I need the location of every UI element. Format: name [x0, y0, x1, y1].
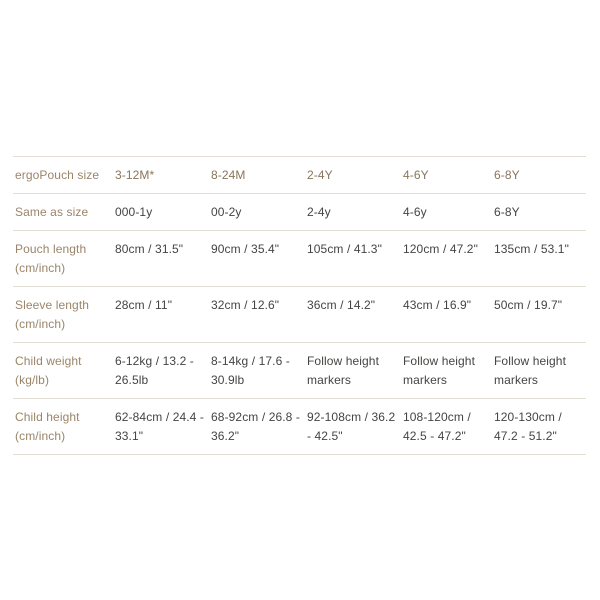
table-cell: Follow height markers — [307, 354, 380, 387]
table-cell: 6-12kg / 13.2 - 26.5lb — [115, 354, 194, 387]
row-label: Pouch length (cm/inch) — [15, 242, 87, 275]
table-cell: 80cm / 31.5" — [115, 242, 184, 256]
row-label: Same as size — [15, 205, 89, 219]
table-row-ergopouch-size — [13, 157, 586, 194]
table-cell: 6-8Y — [494, 168, 520, 182]
table-cell: 00-2y — [211, 205, 242, 219]
table-cell: 108-120cm / 42.5 - 47.2" — [403, 410, 471, 443]
table-cell: 000-1y — [115, 205, 153, 219]
table-cell: 6-8Y — [494, 205, 520, 219]
table-cell: 36cm / 14.2" — [307, 298, 376, 312]
row-label: ergoPouch size — [15, 168, 100, 182]
table-cell: 4-6Y — [403, 168, 429, 182]
table-cell: 135cm / 53.1" — [494, 242, 569, 256]
table-cell: 68-92cm / 26.8 - 36.2" — [211, 410, 300, 443]
row-label: Child height (cm/inch) — [15, 410, 80, 443]
table-cell: 4-6y — [403, 205, 427, 219]
table-cell: 8-14kg / 17.6 - 30.9lb — [211, 354, 290, 387]
table-cell: 2-4y — [307, 205, 331, 219]
row-label: Sleeve length (cm/inch) — [15, 298, 90, 331]
table-cell: 92-108cm / 36.2 - 42.5" — [307, 410, 396, 443]
table-cell: 62-84cm / 24.4 - 33.1" — [115, 410, 204, 443]
table-cell: 90cm / 35.4" — [211, 242, 280, 256]
table-cell: 32cm / 12.6" — [211, 298, 280, 312]
table-cell: 105cm / 41.3" — [307, 242, 382, 256]
table-row-pouch-length — [13, 231, 586, 287]
table-cell: 43cm / 16.9" — [403, 298, 472, 312]
table-cell: Follow height markers — [494, 354, 567, 387]
table-cell: 2-4Y — [307, 168, 333, 182]
table-cell: 50cm / 19.7" — [494, 298, 563, 312]
table-cell: 3-12M* — [115, 168, 155, 182]
table-cell: 120-130cm / 47.2 - 51.2" — [494, 410, 562, 443]
table-cell: 120cm / 47.2" — [403, 242, 478, 256]
size-chart-table — [13, 156, 586, 455]
table-row-child-weight — [13, 343, 586, 399]
table-row-same-as-size — [13, 194, 586, 231]
table-cell: Follow height markers — [403, 354, 476, 387]
table-cell: 8-24M — [211, 168, 246, 182]
table-cell: 28cm / 11" — [115, 298, 173, 312]
table-row-sleeve-length — [13, 287, 586, 343]
table-row-child-height — [13, 399, 586, 455]
row-label: Child weight (kg/lb) — [15, 354, 82, 387]
